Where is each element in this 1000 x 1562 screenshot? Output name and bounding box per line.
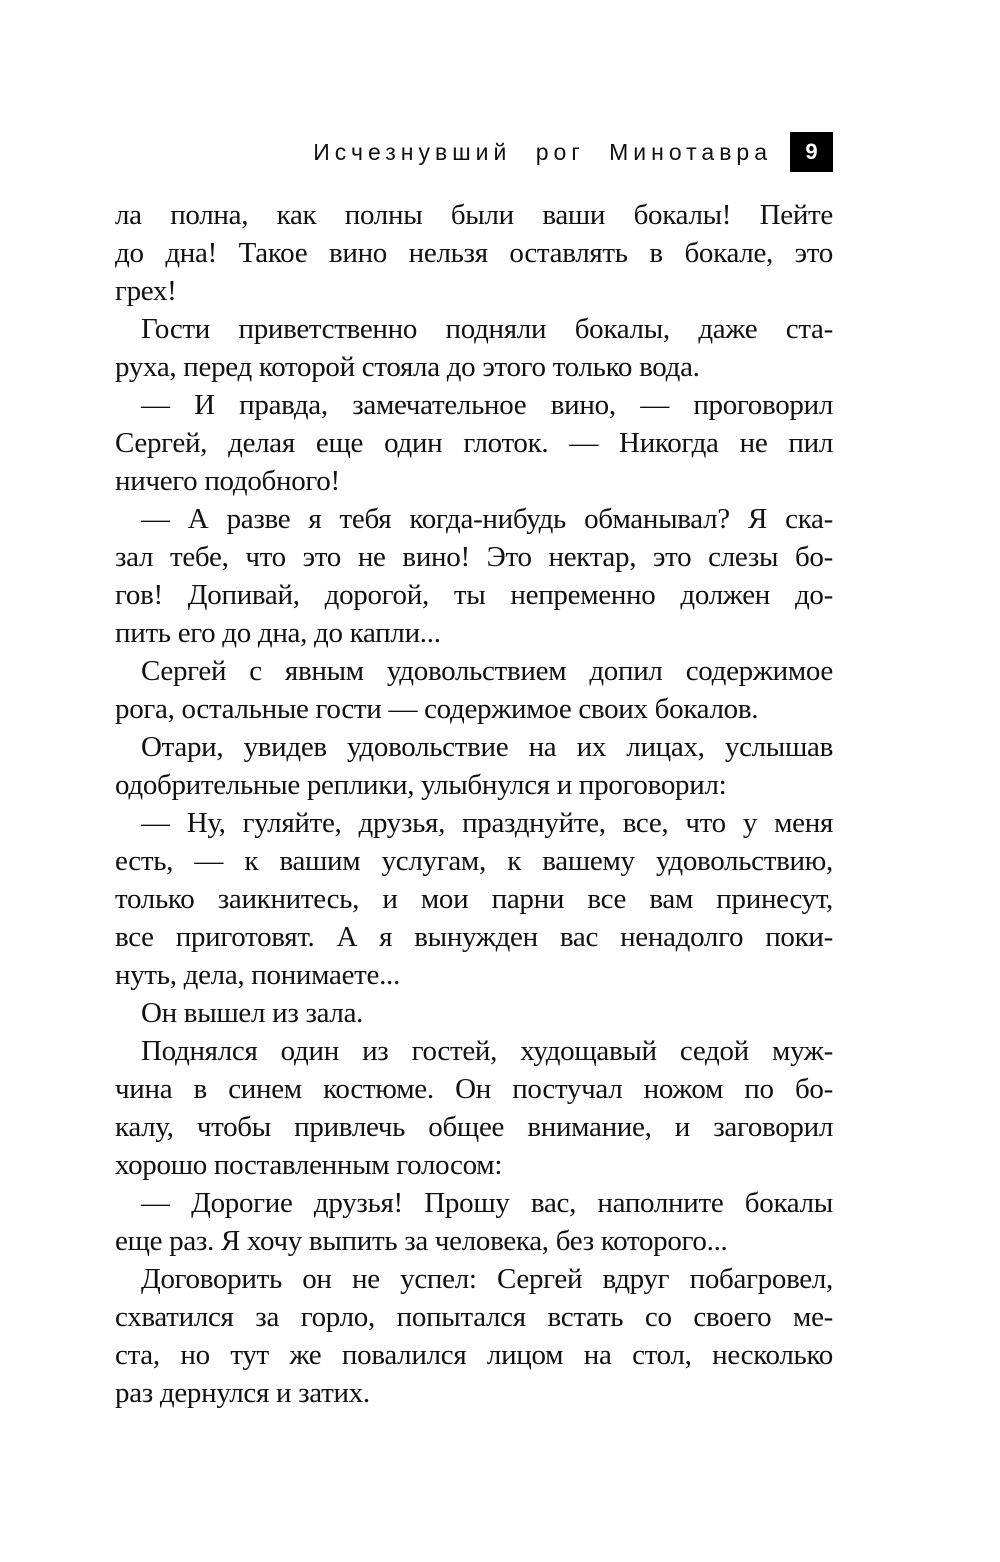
text-line: руха, перед которой стояла до этого только вода. xyxy=(115,351,700,383)
text-line: Гости приветственно подняли бокалы, даже ста- xyxy=(141,313,833,345)
text-line: — А разве я тебя когда-нибудь обманывал? Я ска- xyxy=(141,503,833,535)
text-line: Он вышел из зала. xyxy=(141,997,364,1029)
text-line: все приготовят. А я вынужден вас ненадолго поки- xyxy=(115,921,833,953)
text-line: есть, — к вашим услугам, к вашему удовольствию, xyxy=(115,845,833,877)
text-line: ничего подобного! xyxy=(115,465,340,497)
page-header xyxy=(115,131,833,173)
text-line: Поднялся один из гостей, худощавый седой муж- xyxy=(141,1035,833,1067)
text-line: пить его до дна, до капли... xyxy=(115,617,441,649)
book-text xyxy=(115,196,833,1412)
text-line: хорошо поставленным голосом: xyxy=(115,1149,503,1181)
text-line: до дна! Такое вино нельзя оставлять в бокале, это xyxy=(115,237,833,269)
text-line: Сергей, делая еще один глоток. — Никогда не пил xyxy=(115,427,833,459)
text-line: Сергей с явным удовольствием допил содержимое xyxy=(141,655,833,687)
text-line: Отари, увидев удовольствие на их лицах, услышав xyxy=(141,731,833,763)
text-line: — Дорогие друзья! Прошу вас, наполните бокалы xyxy=(141,1187,833,1219)
text-line: еще раз. Я хочу выпить за человека, без которого... xyxy=(115,1225,728,1257)
text-line: грех! xyxy=(115,275,177,307)
text-line: ла полна, как полны были ваши бокалы! Пейте xyxy=(115,199,833,231)
text-line: одобрительные реплики, улыбнулся и проговорил: xyxy=(115,769,727,801)
text-line: рога, остальные гости — содержимое своих бокалов. xyxy=(115,693,759,725)
text-line: Договорить он не успел: Сергей вдруг побагровел, xyxy=(141,1263,833,1295)
running-title: Исчезнувший рог Минотавра xyxy=(313,138,772,165)
text-line: зал тебе, что это не вино! Это нектар, это слезы бо- xyxy=(115,541,833,573)
text-line: нуть, дела, понимаете... xyxy=(115,959,400,991)
text-line: — Ну, гуляйте, друзья, празднуйте, все, что у меня xyxy=(141,807,833,839)
text-line: калу, чтобы привлечь общее внимание, и заговорил xyxy=(115,1111,833,1143)
text-line: — И правда, замечательное вино, — проговорил xyxy=(141,389,833,421)
page-number-badge: 9 xyxy=(790,132,833,172)
text-line: схватился за горло, попытался встать со своего ме- xyxy=(115,1301,833,1333)
text-line: чина в синем костюме. Он постучал ножом по бо- xyxy=(115,1073,833,1105)
text-line: только заикнитесь, и мои парни все вам принесут, xyxy=(115,883,833,915)
text-line: гов! Допивай, дорогой, ты непременно должен до- xyxy=(115,579,833,611)
text-line: раз дернулся и затих. xyxy=(115,1377,370,1409)
text-line: ста, но тут же повалился лицом на стол, несколько xyxy=(115,1339,833,1371)
